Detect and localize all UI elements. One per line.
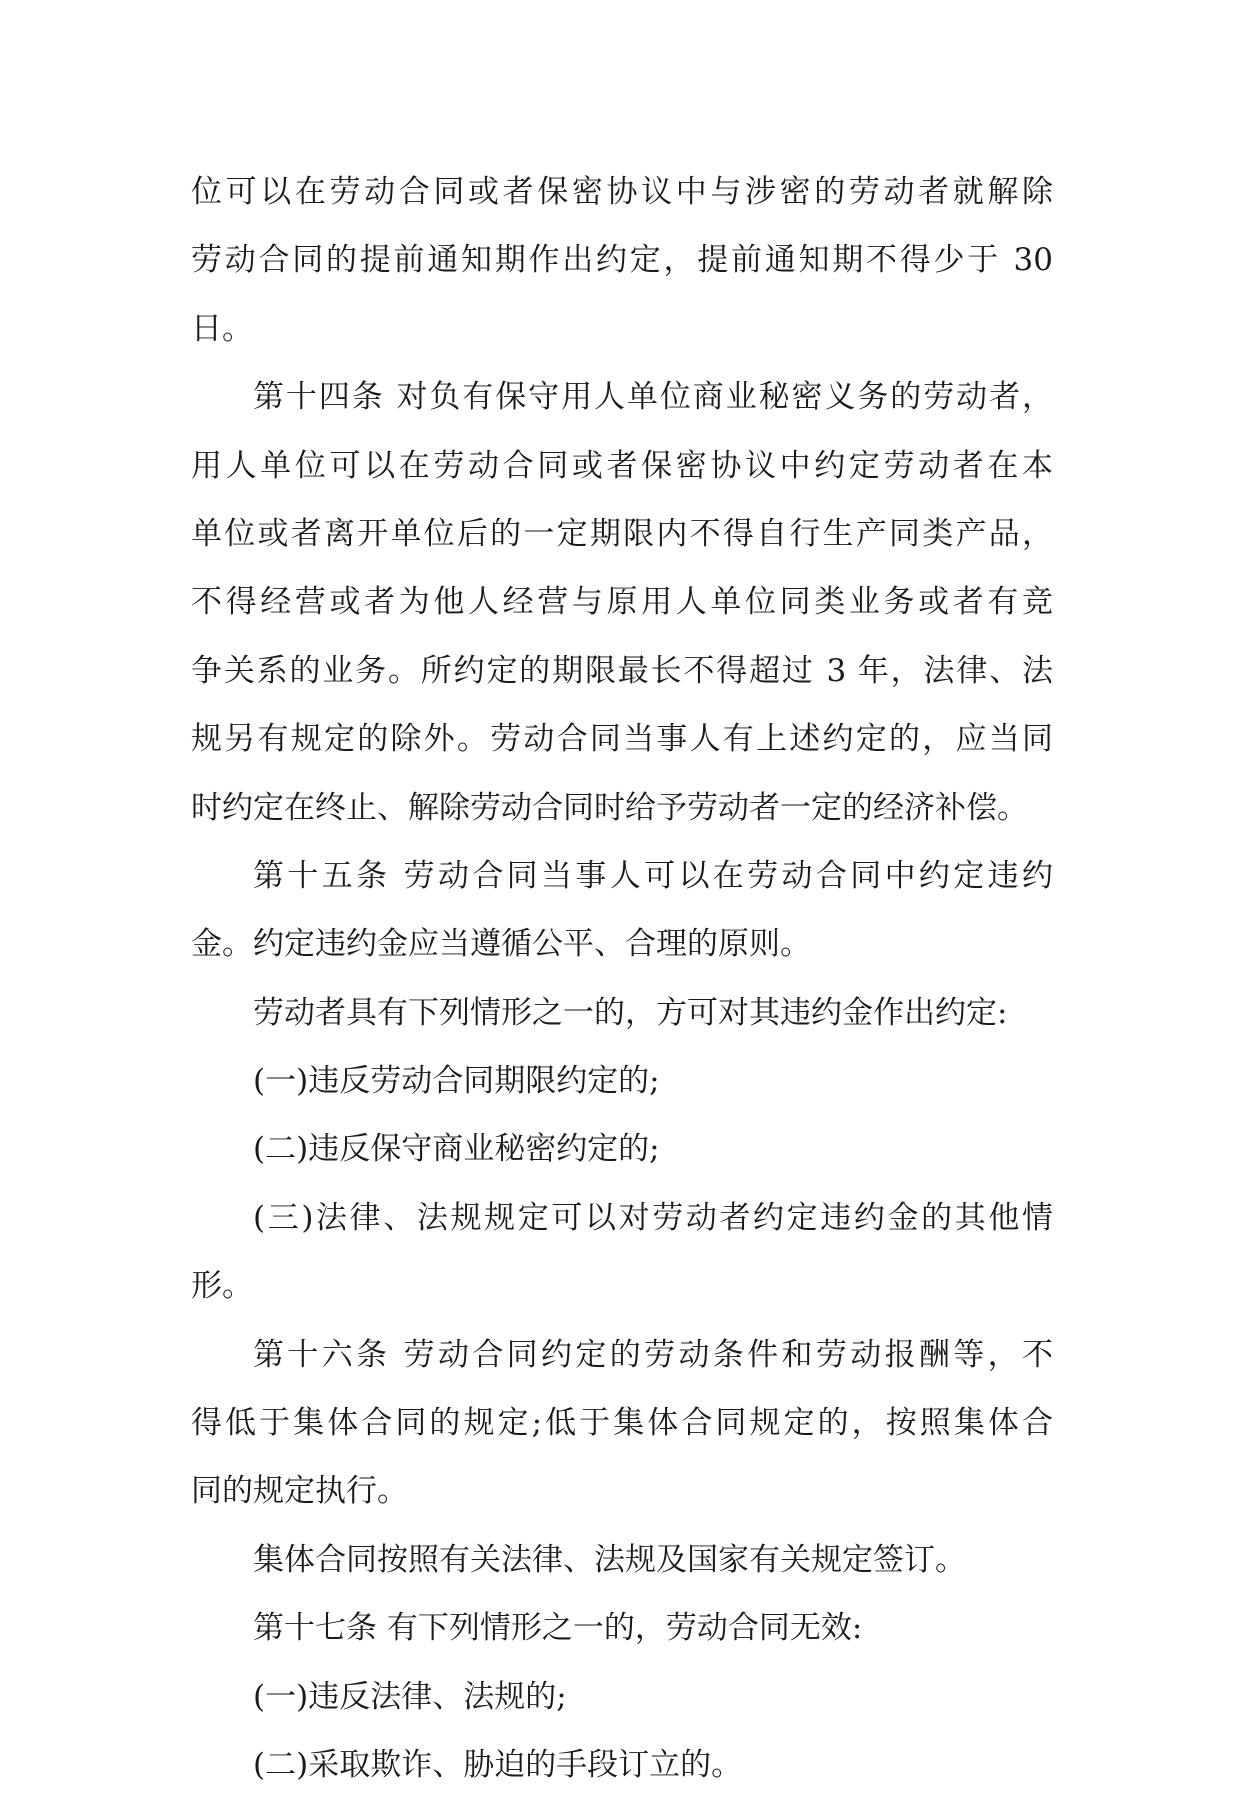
text-line: 用人单位可以在劳动合同或者保密协议中约定劳动者在本 <box>191 447 1053 484</box>
text-line: 集体合同按照有关法律、法规及国家有关规定签订。 <box>253 1541 966 1578</box>
text-line: 劳动者具有下列情形之一的，方可对其违约金作出约定: <box>253 994 1008 1031</box>
text-line: 日。 <box>191 310 253 347</box>
text-line: 劳动合同的提前通知期作出约定，提前通知期不得少于 30 <box>191 242 1053 279</box>
text-line: 金。约定违约金应当遵循公平、合理的原则。 <box>191 926 811 963</box>
text-line: 第十六条 劳动合同约定的劳动条件和劳动报酬等，不 <box>253 1336 1053 1373</box>
text-line: (二)违反保守商业秘密约定的; <box>253 1131 660 1168</box>
text-line: (一)违反劳动合同期限约定的; <box>253 1063 660 1100</box>
text-line: 时约定在终止、解除劳动合同时给予劳动者一定的经济补偿。 <box>191 789 1028 826</box>
document-body <box>191 158 1053 1799</box>
text-line: 位可以在劳动合同或者保密协议中与涉密的劳动者就解除 <box>191 174 1053 210</box>
text-line: 同的规定执行。 <box>191 1473 408 1510</box>
text-line: 第十四条 对负有保守用人单位商业秘密义务的劳动者， <box>253 379 1053 416</box>
text-line: 规另有规定的除外。劳动合同当事人有上述约定的，应当同 <box>191 721 1053 758</box>
text-line: 单位或者离开单位后的一定期限内不得自行生产同类产品， <box>191 515 1053 552</box>
text-line: 第十七条 有下列情形之一的，劳动合同无效: <box>253 1610 863 1647</box>
text-line: (一)违反法律、法规的; <box>253 1678 567 1715</box>
text-line: 得低于集体合同的规定;低于集体合同规定的，按照集体合 <box>191 1405 1053 1442</box>
text-line: 争关系的业务。所约定的期限最长不得超过 3 年，法律、法 <box>191 652 1053 689</box>
text-line: (三)法律、法规规定可以对劳动者约定违约金的其他情 <box>253 1199 1053 1236</box>
text-line: (二)采取欺诈、胁迫的手段订立的。 <box>253 1746 743 1783</box>
text-line: 不得经营或者为他人经营与原用人单位同类业务或者有竞 <box>191 584 1053 621</box>
text-line: 第十五条 劳动合同当事人可以在劳动合同中约定违约 <box>253 857 1053 894</box>
text-line: 形。 <box>191 1268 253 1305</box>
